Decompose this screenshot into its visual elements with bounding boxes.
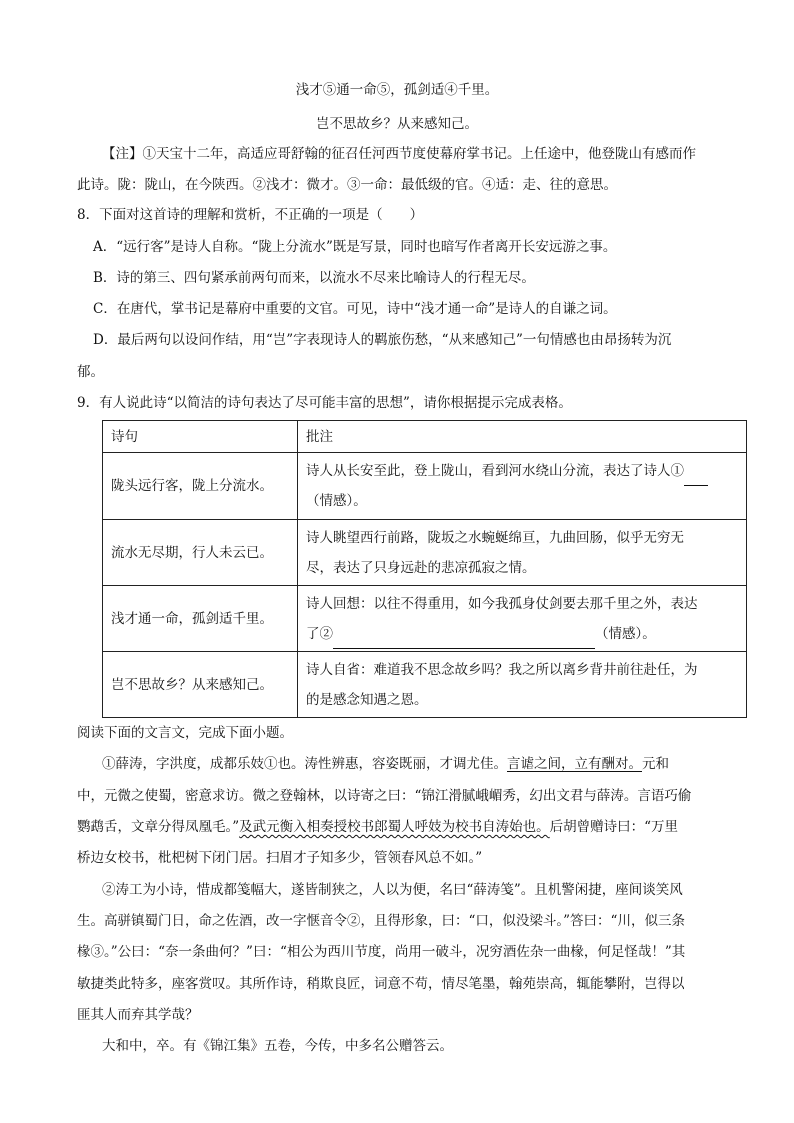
passage-p2-line-3: 椽③。”公曰：“奈一条曲何？”曰：“相公为西川节度，尚用一破斗，况穷酒佐杂一曲椽，何足怪哉！”其	[77, 944, 686, 960]
passage-text: ①薛涛，字洪度，成都乐妓①也。涛性辨惠，容姿既丽，才调尤佳。	[102, 756, 507, 772]
q8-option-b: B．诗的第三、四句紧承前两句而来，以流水不尽来比喻诗人的行程无尽。	[93, 270, 535, 286]
note-line-2: 此诗。陇：陇山，在今陕西。②浅才：微才。③一命：最低级的官。④适：走、往的意思。	[77, 177, 617, 193]
answer-blank-1[interactable]	[684, 469, 708, 486]
passage-p1-line-3	[77, 817, 678, 837]
note-cell	[298, 652, 747, 718]
verse-cell: 浅才通一命，孤剑适千里。	[103, 586, 298, 652]
passage-p2-line-1: ②涛工为小诗，惜成都笺幅大，遂皆制狭之，人以为便，名曰“薛涛笺”。且机警闲捷，座间谈笑风	[102, 882, 683, 898]
note-text: （情感）。	[595, 625, 656, 642]
wavy-underlined-sentence: 及武元衡入相奏授校书郎蜀人呼妓为校书自涛始也。	[239, 819, 550, 835]
passage-p2-line-4: 敏捷类此特多，座客赏叹。其所作诗，稍欺良匠，词意不苟，情尽笔墨，翰苑崇高，辄能攀附，岂得以	[77, 976, 685, 992]
q8-option-d: D．最后两句以设问作结，用“岂”字表现诗人的羁旅伤愁，“从来感知己”一句情感也由昂扬转为沉	[93, 332, 672, 348]
passage-text: 鹦鹉舌，文章分得凤凰毛。”	[77, 819, 240, 835]
note-text: 诗人眺望西行前路，陇坂之水蜿蜒绵亘，九曲回肠，似乎无穷无	[306, 529, 684, 546]
poem-line-2: 岂不思故乡？从来感知己。	[316, 116, 478, 132]
poem-line-1: 浅才⑤通一命⑤，孤剑适④千里。	[295, 82, 499, 98]
note-text: 诗人回想：以往不得重用，如今我孤身仗剑要去那千里之外，表达	[306, 595, 698, 612]
note-text: 诗人从长安至此，登上陇山，看到河水绕山分流，表达了诗人①	[306, 463, 684, 479]
note-text: （情感）。	[306, 493, 367, 509]
table-header-row	[103, 421, 747, 453]
note-text: 的是感念知遇之恩。	[306, 691, 428, 708]
answer-blank-2[interactable]	[333, 632, 595, 649]
q8-option-c: C．在唐代，掌书记是幕府中重要的文官。可见，诗中“浅才通一命”是诗人的自谦之词。	[93, 301, 617, 317]
q8-stem: 8．下面对这首诗的理解和赏析，不正确的一项是（ ）	[77, 207, 424, 223]
passage-p2-line-5: 匪其人而弃其学哉？	[77, 1007, 199, 1023]
note-text: 尽，表达了只身远赴的悲凉孤寂之情。	[306, 559, 536, 576]
verse-cell: 流水无尽期，行人未云已。	[103, 520, 298, 586]
note-cell	[298, 453, 747, 520]
table-header-verse: 诗句	[103, 421, 298, 453]
passage-p2-line-2: 生。高骈镇蜀门日，命之佐酒，改一字惬音令②，且得形象，曰：“口，似没梁斗。”答曰：“川，似三条	[77, 913, 685, 929]
reading-intro: 阅读下面的文言文，完成下面小题。	[77, 725, 293, 741]
q9-stem: 9．有人说此诗“以简洁的诗句表达了尽可能丰富的思想”，请你根据提示完成表格。	[77, 395, 572, 411]
note-text: 诗人自省：难道我不思念故乡吗？我之所以离乡背井前往赴任，为	[306, 661, 698, 678]
passage-p1-line-2: 中，元微之使蜀，密意求访。微之登翰林，以诗寄之曰：“锦江滑腻峨嵋秀，幻出文君与薛涛。言语巧偷	[77, 788, 692, 804]
note-cell	[298, 520, 747, 586]
verse-cell: 岂不思故乡？从来感知己。	[103, 652, 298, 718]
table-row	[103, 652, 747, 718]
passage-text: 后胡曾赠诗曰：“万里	[549, 819, 679, 835]
passage-text: 元和	[642, 756, 669, 772]
q8-option-d-cont: 郁。	[77, 364, 104, 380]
table-header-note: 批注	[298, 421, 747, 453]
passage-p1-line-1	[102, 754, 669, 774]
note-line-1: 【注】①天宝十二年，高适应哥舒翰的征召任河西节度使幕府掌书记。上任途中，他登陇山有感而作	[102, 146, 696, 162]
q8-option-a: A．“远行客”是诗人自称。“陇上分流水”既是写景，同时也暗写作者离开长安远游之事。	[93, 239, 617, 255]
table-row	[103, 520, 747, 586]
note-cell	[298, 586, 747, 652]
table-row	[103, 586, 747, 652]
underlined-sentence: 言谑之间，立有酬对。	[507, 756, 642, 772]
verse-cell: 陇头远行客，陇上分流水。	[103, 453, 298, 520]
note-text: 了②	[306, 625, 333, 642]
passage-p1-line-4: 桥边女校书，枇杷树下闭门居。扫眉才子知多少，管领春风总不如。”	[77, 850, 483, 866]
table-row	[103, 453, 747, 520]
annotation-table	[102, 420, 747, 718]
passage-p3-line-1: 大和中，卒。有《锦江集》五卷，今传，中多名公赠答云。	[102, 1038, 453, 1054]
